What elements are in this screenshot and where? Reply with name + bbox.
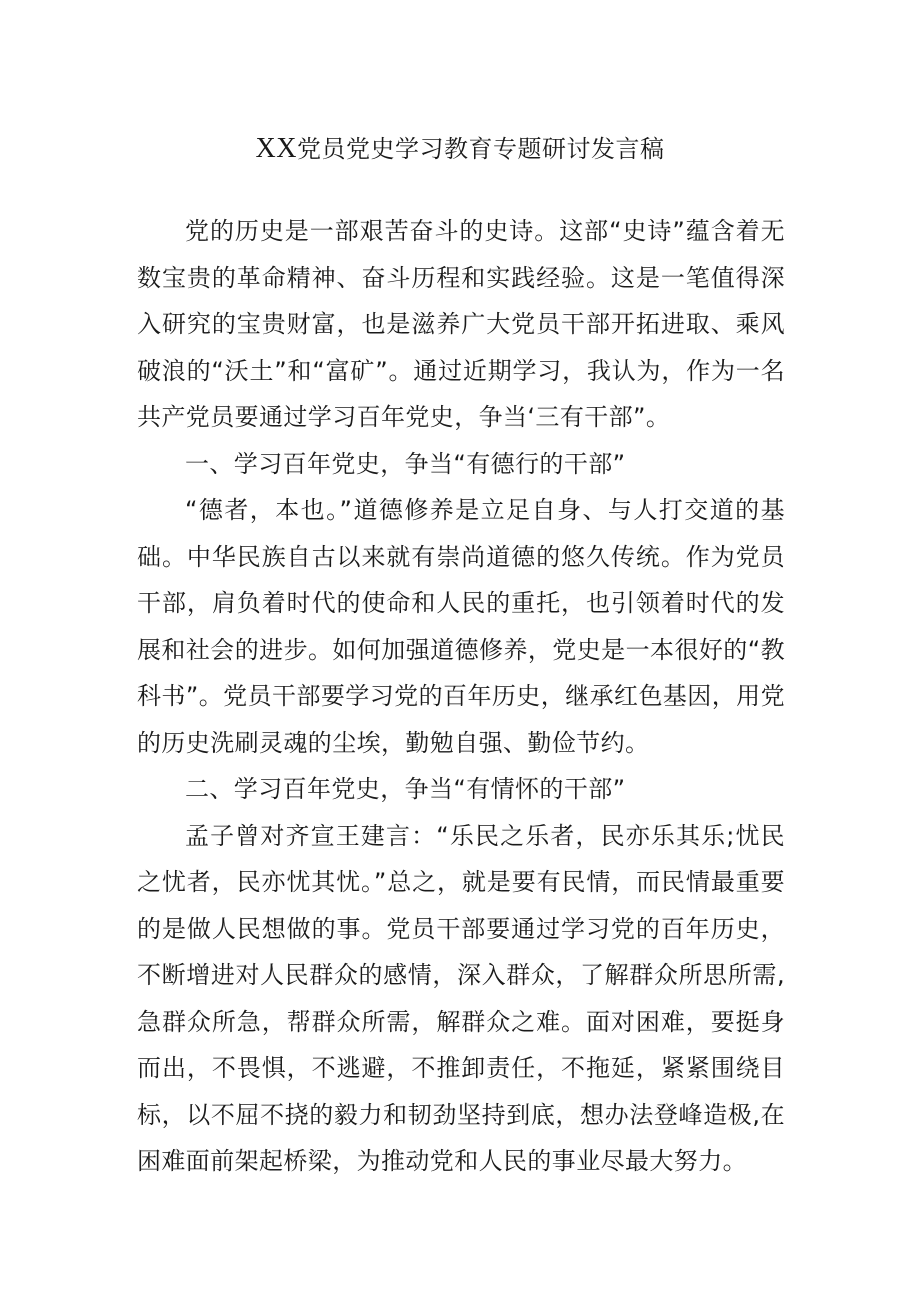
- document-body: [137, 208, 785, 1185]
- paragraph-virtue: “德者，本也。”道德修养是立足自身、与人打交道的基础。中华民族自古以来就有崇尚道德的悠久传统。作为党员干部，肩负着时代的使命和人民的重托，也引领着时代的发展和社会的进步。如何加强道德修养，党史是一本很好的“教科书”。党员干部要学习党的百年历史，继承红色基因，用党的历史洗刷灵魂的尘埃，勤勉自强、勤俭节约。: [137, 496, 785, 757]
- page-title: [0, 131, 920, 167]
- section-heading-1: 一、学习百年党史，争当“有德行的干部”: [185, 449, 626, 478]
- paragraph-sentiment: 孟子曾对齐宣王建言：“乐民之乐者，民亦乐其乐;忧民之忧者，民亦忧其忧。”总之，就是要有民情，而民情最重要的是做人民想做的事。党员干部要通过学习党的百年历史，不断增进对人民群众的感情，深入群众，了解群众所思所需,急群众所急，帮群众所需，解群众之难。面对困难，要挺身而出，不畏惧，不逃避，不推卸责任，不拖延，紧紧围绕目标，以不屈不挠的毅力和韧劲坚持到底，想办法登峰造极,在困难面前架起桥梁，为推动党和人民的事业尽最大努力。: [137, 821, 785, 1175]
- paragraph-intro: 党的历史是一部艰苦奋斗的史诗。这部“史诗”蕴含着无数宝贵的革命精神、奋斗历程和实践经验。这是一笔值得深入研究的宝贵财富，也是滋养广大党员干部开拓进取、乘风破浪的“沃土”和“富矿”。通过近期学习，我认为，作为一名共产党员要通过学习百年党史，争当‘三有干部”。: [137, 217, 785, 431]
- section-heading-2: 二、学习百年党史，争当“有情怀的干部”: [185, 775, 626, 803]
- title-prefix: XX: [255, 133, 297, 164]
- title-text: 党员党史学习教育专题研讨发言稿: [296, 135, 665, 163]
